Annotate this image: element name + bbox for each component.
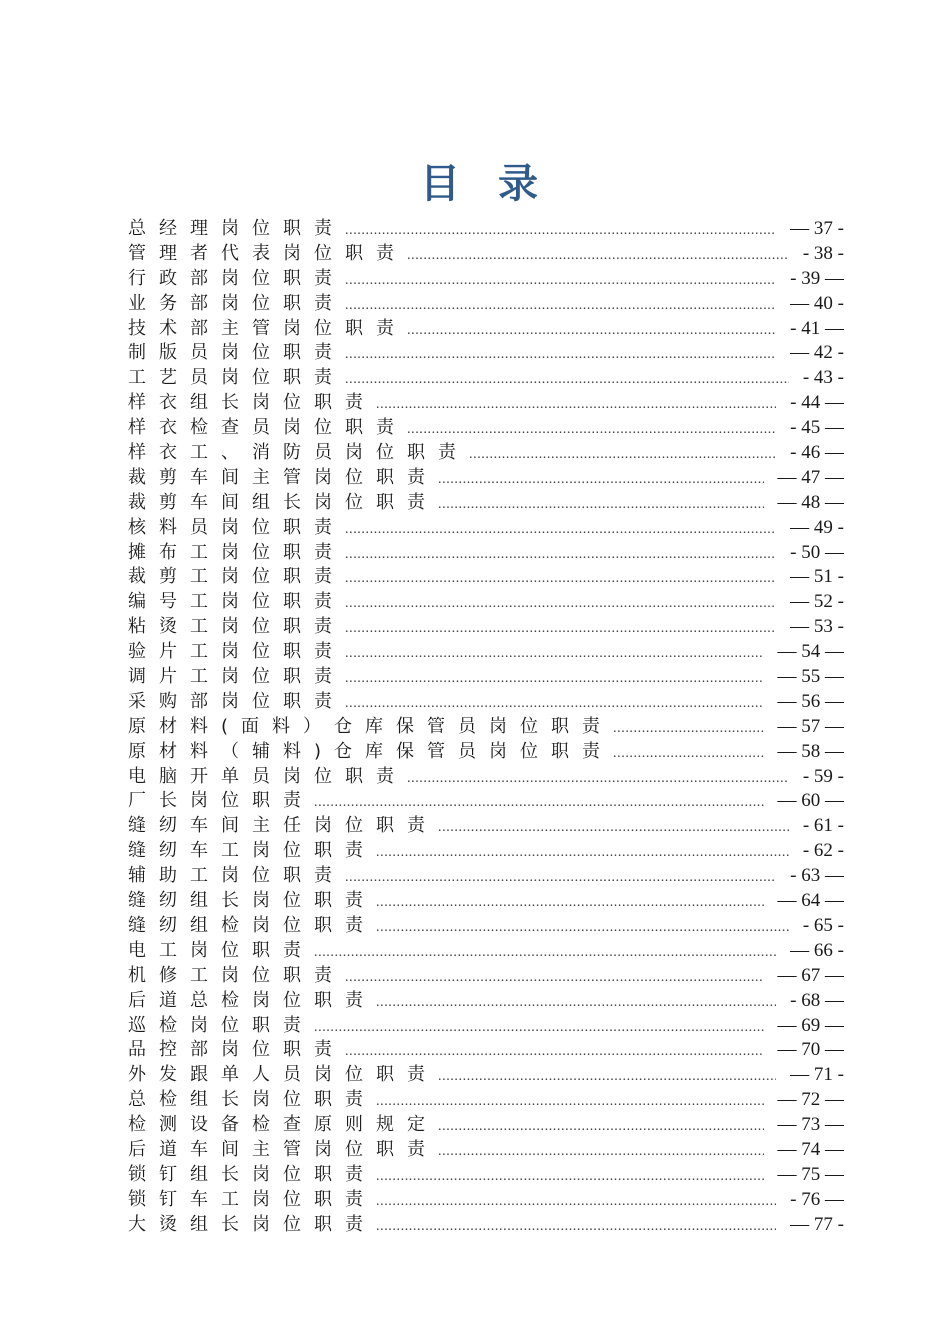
toc-entry-page-number: — 48 —	[777, 491, 844, 513]
toc-entry-label: 总检组长岗位职责	[128, 1089, 376, 1111]
dot-leader	[345, 223, 776, 239]
toc-entry[interactable]	[128, 338, 844, 363]
dot-leader	[314, 945, 776, 961]
toc-entry[interactable]	[128, 363, 844, 388]
toc-entry[interactable]	[128, 438, 844, 463]
toc-entry-page-number: — 67 —	[777, 964, 844, 986]
toc-entry-page-number: - 62 -	[802, 840, 844, 862]
toc-entry-page-number: — 53 -	[790, 616, 844, 638]
dot-leader	[407, 248, 789, 264]
dot-leader	[376, 1219, 776, 1235]
toc-entry-page-number: - 39 —	[790, 267, 844, 289]
toc-entry[interactable]	[128, 214, 844, 239]
toc-entry[interactable]	[128, 737, 844, 762]
toc-entry-label: 编号工岗位职责	[128, 591, 345, 613]
toc-entry-page-number: - 76 —	[790, 1188, 844, 1210]
dot-leader	[345, 596, 776, 612]
toc-entry-label: 品控部岗位职责	[128, 1039, 345, 1061]
toc-entry-label: 样衣检查员岗位职责	[128, 417, 407, 439]
toc-entry-label: 锁钉组长岗位职责	[128, 1163, 376, 1185]
dot-leader	[407, 323, 776, 339]
toc-entry-page-number: - 59 -	[802, 765, 844, 787]
toc-entry-page-number: - 63 —	[790, 865, 844, 887]
dot-leader	[376, 397, 776, 413]
toc-entry[interactable]	[128, 762, 844, 787]
toc-entry[interactable]	[128, 612, 844, 637]
toc-entry-label: 检测设备检查原则规定	[128, 1114, 438, 1135]
toc-entry-label: 后道车间主管岗位职责	[128, 1138, 438, 1160]
toc-entry[interactable]	[128, 1060, 844, 1085]
toc-entry-label: 核料员岗位职责	[128, 516, 345, 538]
dot-leader	[345, 671, 764, 687]
toc-entry[interactable]	[128, 886, 844, 911]
toc-entry[interactable]	[128, 662, 844, 687]
toc-entry[interactable]	[128, 786, 844, 811]
toc-entry-label: 技术部主管岗位职责	[128, 317, 407, 339]
dot-leader	[407, 771, 789, 787]
toc-entry-page-number: — 66 -	[790, 939, 844, 961]
toc-entry-label: 裁剪车间组长岗位职责	[128, 491, 438, 513]
toc-entry-page-number: - 68 —	[790, 989, 844, 1011]
toc-entry-label: 缝纫组长岗位职责	[128, 890, 376, 911]
toc-entry-page-number: - 41 —	[790, 317, 844, 339]
dot-leader	[407, 422, 776, 438]
toc-entry-label: 管理者代表岗位职责	[128, 242, 407, 264]
toc-entry-label: 电工岗位职责	[128, 939, 314, 961]
dot-leader	[376, 895, 764, 911]
toc-entry-page-number: — 51 -	[790, 566, 844, 588]
toc-entry-label: 缝纫车工岗位职责	[128, 840, 376, 862]
toc-entry[interactable]	[128, 562, 844, 587]
toc-title: 目 录	[420, 160, 550, 207]
toc-entry[interactable]	[128, 712, 844, 737]
dot-leader	[376, 920, 789, 936]
toc-entry[interactable]	[128, 264, 844, 289]
dot-leader	[345, 273, 776, 289]
toc-entry-label: 裁剪车间主管岗位职责	[128, 466, 438, 488]
toc-entry-page-number: — 60 —	[777, 790, 844, 812]
toc-entry-label: 缝纫组检岗位职责	[128, 914, 376, 936]
dot-leader	[438, 1069, 776, 1085]
toc-entry-page-number: — 77 -	[790, 1213, 844, 1235]
dot-leader	[345, 347, 776, 363]
toc-entry[interactable]	[128, 538, 844, 563]
toc-entry-label: 裁剪工岗位职责	[128, 566, 345, 588]
toc-entry[interactable]	[128, 463, 844, 488]
toc-entry[interactable]	[128, 961, 844, 986]
dot-leader	[314, 795, 764, 811]
toc-entry[interactable]	[128, 413, 844, 438]
toc-entry-page-number: - 43 -	[802, 367, 844, 389]
toc-entry-label: 行政部岗位职责	[128, 267, 345, 289]
toc-entry-page-number: — 56 —	[777, 690, 844, 712]
dot-leader	[438, 820, 789, 836]
toc-entry-page-number: - 50 —	[790, 541, 844, 563]
toc-entry-page-number: — 58 —	[777, 740, 844, 762]
dot-leader	[345, 547, 776, 563]
toc-entry-page-number: — 70 —	[777, 1039, 844, 1061]
toc-entry[interactable]	[128, 911, 844, 936]
dot-leader	[438, 472, 764, 488]
toc-entry[interactable]	[128, 1160, 844, 1185]
toc-entry[interactable]	[128, 836, 844, 861]
dot-leader	[376, 995, 776, 1011]
toc-entry-label: 原材料(面料）仓库保管员岗位职责	[128, 715, 614, 737]
toc-entry-label: 粘烫工岗位职责	[128, 616, 345, 638]
dot-leader	[314, 1020, 764, 1036]
toc-entry-label: 电脑开单员岗位职责	[128, 765, 407, 787]
toc-entry[interactable]	[128, 1085, 844, 1110]
toc-entry-label: 业务部岗位职责	[128, 292, 345, 314]
toc-entry-page-number: - 38 -	[802, 242, 844, 264]
dot-leader	[345, 696, 764, 712]
dot-leader	[345, 870, 776, 886]
toc-entry-label: 机修工岗位职责	[128, 964, 345, 986]
toc-entry-page-number: — 74 —	[777, 1138, 844, 1160]
toc-entry-label: 样衣工、消防员岗位职责	[128, 442, 469, 463]
toc-entry[interactable]	[128, 861, 844, 886]
toc-entry[interactable]	[128, 1210, 844, 1235]
toc-entry-label: 辅助工岗位职责	[128, 865, 345, 887]
toc-entry-label: 摊布工岗位职责	[128, 541, 345, 563]
toc-entry-label: 总经理岗位职责	[128, 218, 345, 239]
toc-entry[interactable]	[128, 687, 844, 712]
toc-entry-page-number: — 64 —	[777, 890, 844, 911]
toc-entry[interactable]	[128, 986, 844, 1011]
dot-leader	[613, 746, 763, 762]
dot-leader	[376, 1194, 776, 1210]
toc-entry-page-number: - 65 -	[802, 914, 844, 936]
toc-entry[interactable]	[128, 1185, 844, 1210]
toc-entry-page-number: — 71 -	[790, 1064, 844, 1086]
toc-entry[interactable]	[128, 1135, 844, 1160]
toc-entry-label: 大烫组长岗位职责	[128, 1213, 376, 1235]
toc-entry[interactable]	[128, 637, 844, 662]
toc-entry-page-number: — 54 —	[777, 641, 844, 663]
toc-entry-label: 后道总检岗位职责	[128, 989, 376, 1011]
dot-leader	[376, 1094, 764, 1110]
dot-leader	[345, 372, 789, 388]
toc-entry[interactable]	[128, 289, 844, 314]
dot-leader	[345, 522, 776, 538]
dot-leader	[376, 845, 789, 861]
toc-entry-page-number: — 57 —	[777, 715, 844, 737]
dot-leader	[345, 298, 776, 314]
toc-entry-page-number: — 49 -	[790, 516, 844, 538]
toc-entry-page-number: — 75 —	[777, 1163, 844, 1185]
toc-entry-label: 验片工岗位职责	[128, 641, 345, 663]
toc-entry-label: 样衣组长岗位职责	[128, 392, 376, 414]
toc-entry[interactable]	[128, 488, 844, 513]
toc-entry-label: 缝纫车间主任岗位职责	[128, 815, 438, 837]
toc-entry[interactable]	[128, 811, 844, 836]
toc-entry[interactable]	[128, 513, 844, 538]
toc-entry[interactable]	[128, 239, 844, 264]
toc-entry-page-number: - 46 —	[790, 442, 844, 463]
dot-leader	[469, 447, 776, 463]
toc-entry-page-number: — 55 —	[777, 666, 844, 687]
dot-leader	[438, 1144, 764, 1160]
toc-entry[interactable]	[128, 587, 844, 612]
toc-entry-label: 厂长岗位职责	[128, 790, 314, 812]
dot-leader	[613, 721, 763, 737]
toc-entry-page-number: — 73 —	[777, 1114, 844, 1135]
toc-entry-page-number: - 45 —	[790, 417, 844, 439]
toc-entry-page-number: - 61 -	[802, 815, 844, 837]
toc-list	[128, 214, 844, 1235]
toc-entry-label: 原材料（辅料)仓库保管员岗位职责	[128, 740, 614, 762]
toc-entry-label: 制版员岗位职责	[128, 342, 345, 364]
dot-leader	[438, 497, 764, 513]
toc-entry[interactable]	[128, 1110, 844, 1135]
dot-leader	[438, 1119, 764, 1135]
toc-entry-label: 调片工岗位职责	[128, 666, 345, 687]
toc-entry-page-number: — 42 -	[790, 342, 844, 364]
toc-entry[interactable]	[128, 1035, 844, 1060]
toc-entry-label: 工艺员岗位职责	[128, 367, 345, 389]
dot-leader	[345, 621, 776, 637]
toc-entry-label: 巡检岗位职责	[128, 1014, 314, 1036]
toc-entry-page-number: — 69 —	[777, 1014, 844, 1036]
dot-leader	[345, 1044, 764, 1060]
toc-entry-page-number: — 40 -	[790, 292, 844, 314]
dot-leader	[345, 571, 776, 587]
dot-leader	[345, 970, 764, 986]
toc-entry-label: 外发跟单人员岗位职责	[128, 1064, 438, 1086]
toc-entry[interactable]	[128, 1011, 844, 1036]
toc-entry[interactable]	[128, 314, 844, 339]
toc-entry-page-number: — 72 —	[777, 1089, 844, 1111]
dot-leader	[376, 1169, 764, 1185]
toc-entry[interactable]	[128, 936, 844, 961]
toc-entry-label: 采购部岗位职责	[128, 690, 345, 712]
toc-entry-page-number: — 52 -	[790, 591, 844, 613]
toc-entry-label: 锁钉车工岗位职责	[128, 1188, 376, 1210]
toc-entry[interactable]	[128, 388, 844, 413]
dot-leader	[345, 646, 764, 662]
toc-entry-page-number: — 37 -	[790, 218, 844, 239]
toc-entry-page-number: — 47 —	[777, 466, 844, 488]
toc-entry-page-number: - 44 —	[790, 392, 844, 414]
